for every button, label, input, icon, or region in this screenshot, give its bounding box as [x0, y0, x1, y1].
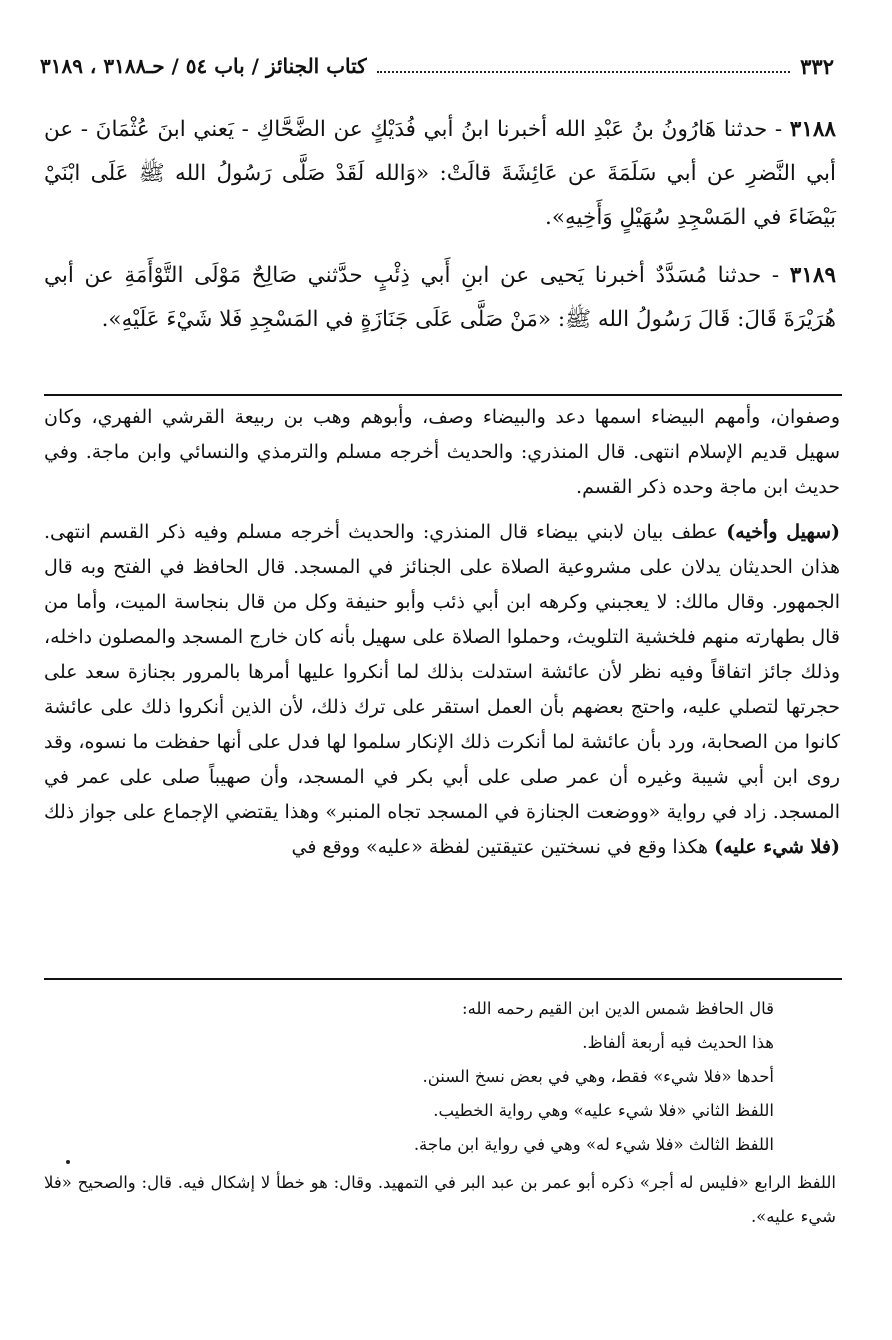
footnote-line: هذا الحديث فيه أربعة ألفاظ. [582, 1033, 774, 1052]
commentary-paragraph: وصفوان، وأمهم البيضاء اسمها دعد والبيضاء وصف، وأبوهم وهب بن ربيعة القرشي الفهري، وكان سهيل قديم الإسلام انتهى. قال المنذري: والحديث أخرجه مسلم والترمذي والنسائي وابن ماجة. وفي حديث ابن ماجة وحده ذكر القسم. [44, 406, 840, 498]
footnote-line: اللفظ الثالث «فلا شيء له» وهي في رواية ابن ماجة. [413, 1135, 774, 1154]
running-title: كتاب الجنائز / باب ٥٤ / حـ٣١٨٨ ، ٣١٨٩ [40, 54, 367, 78]
footnote-line: اللفظ الرابع «فليس له أجر» ذكره أبو عمر بن عبد البر في التمهيد. وقال: هو خطأ لا إشكال فيه. قال: والصحيح «فلا شيء عليه». [44, 1173, 836, 1226]
hadith-number: ٣١٨٩ [789, 263, 836, 288]
page-header [40, 44, 834, 88]
hadith-number: ٣١٨٨ [789, 117, 836, 142]
commentary-text: عطف بيان لابني بيضاء قال المنذري: والحديث أخرجه مسلم وفيه ذكر القسم انتهى. هذان الحديثان يدلان على مشروعية الصلاة على الجنائز في المسجد. قال الحافظ في الفتح وبه قال الجمهور. وقال مالك: لا يعجبني وكرهه ابن أبي ذئب وأبو حنيفة وكل من قال بنجاسة الميت، وأما من قال بطهارته منهم فلخشية التلويث، وحملوا الصلاة على سهيل بأنه كان خارج المسجد والمصلون داخله، وذلك جائز اتفاقاً وفيه نظر لأن عائشة استدلت بذلك لما أنكروا عليها أمرها بالمرور بجنازة سعد على حجرتها لتصلي عليه، واحتج بعضهم بأن العمل استقر على ترك ذلك، لأن الذين أنكروا ذلك على عائشة كانوا من الصحابة، ورد بأن عائشة لما أنكرت ذلك الإنكار سلموا لها فدل على أنها حفظت ما نسوه، وقد روى ابن أبي شيبة وغيره أن عمر صلى على أبي بكر في المسجد، وأن صهيباً صلى على عمر في المسجد. زاد في رواية «ووضعت الجنازة في المسجد تجاه المنبر» وهذا يقتضي الإجماع على جواز ذلك [44, 521, 840, 823]
hadith-3189 [44, 254, 836, 342]
hadith-text-section [44, 108, 836, 342]
header-dot-leader [377, 59, 790, 73]
footnote-divider [44, 978, 842, 980]
footnote-line: أحدها «فلا شيء» فقط، وهي في بعض نسخ السنن. [422, 1067, 774, 1086]
commentary-lemma: (سهيل وأخيه) [726, 521, 840, 543]
page-number: ٣٣٢ [800, 53, 834, 79]
footnote-section [44, 992, 836, 1234]
commentary-paragraph [44, 515, 840, 865]
commentary-section [44, 400, 840, 865]
commentary-text: هكذا وقع في نسختين عتيقتين لفظة «عليه» ووقع في [291, 836, 715, 858]
margin-dot [66, 1160, 70, 1164]
hadith-3188 [44, 108, 836, 240]
footnote-line: قال الحافظ شمس الدين ابن القيم رحمه الله: [462, 999, 774, 1018]
hadith-body: - حدثنا مُسَدَّدٌ أخبرنا يَحيى عن ابنِ أَبي ذِئْبٍ حدَّثني صَالِحٌ مَوْلَى التَّوْأَمَةِ عن أبي هُرَيْرَةَ قَالَ: قَالَ رَسُولُ الله ﷺ: «مَنْ صَلَّى عَلَى جَنَازَةٍ في المَسْجِدِ فَلا شَيْءَ عَلَيْهِ». [44, 263, 836, 332]
hadith-body: - حدثنا هَارُونُ بنُ عَبْدِ الله أخبرنا ابنُ أبي فُدَيْكٍ عن الضَّحَّاكِ - يَعني ابنَ عُثْمَانَ - عن أبي النَّضرِ عن أبي سَلَمَةَ عن عَائِشَةَ قالَتْ: «وَالله لَقَدْ صَلَّى رَسُولُ الله ﷺ عَلَى ابْنَيْ بَيْضَاءَ في المَسْجِدِ سُهَيْلٍ وَأَخِيهِ». [44, 117, 836, 230]
commentary-lemma: (فلا شيء عليه) [714, 836, 840, 858]
footnote-line: اللفظ الثاني «فلا شيء عليه» وهي رواية الخطيب. [433, 1101, 774, 1120]
section-divider [44, 394, 842, 396]
